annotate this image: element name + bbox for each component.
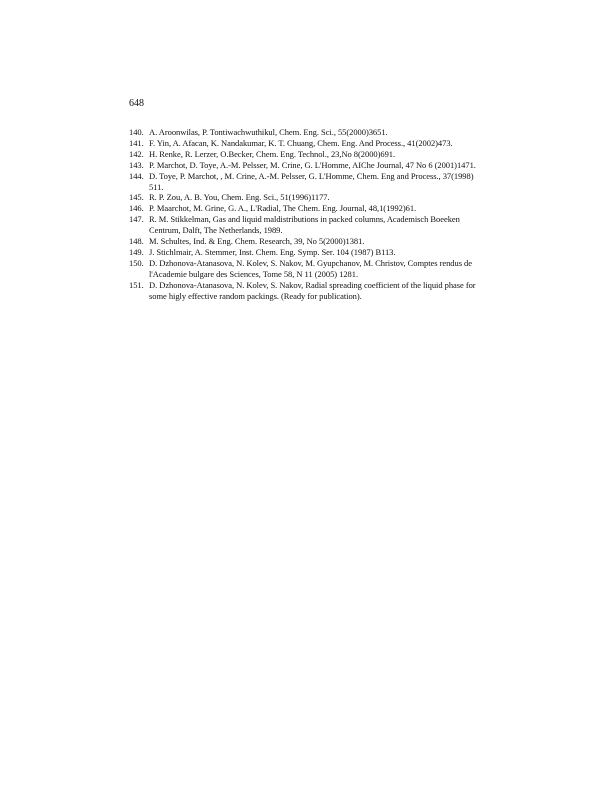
reference-item (129, 214, 489, 236)
reference-text: F. Yin, A. Afacan, K. Nandakumar, K. T. Chuang, Chem. Eng. And Process., 41(2002)473. (149, 137, 453, 148)
reference-item (129, 203, 489, 214)
reference-number: 140. (129, 127, 144, 137)
reference-item (129, 160, 489, 171)
reference-text: P. Marchot, D. Toye, A.-M. Pelsser, M. Crine, G. L'Homme, AIChe Journal, 47 No 6 (2001)1471. (149, 159, 476, 170)
reference-text: D. Dzhonova-Atanasova, N. Kolev, S. Nakov, M. Gyupchanov, M. Christov, Comptes rendus de l'Academie bulgare des Sciences, Tome 58, N 11 (2005) 1281. (149, 257, 472, 279)
reference-number: 147. (129, 214, 144, 225)
reference-text: D. Toye, P. Marchot, , M. Crine, A.-M. Pelsser, G. L'Homme, Chem. Eng and Process., 37(1998) 511. (149, 170, 474, 192)
reference-item (129, 247, 489, 258)
reference-number: 149. (129, 246, 144, 257)
reference-number: 150. (129, 257, 144, 268)
reference-item (129, 127, 489, 138)
reference-text: M. Schultes, Ind. & Eng. Chem. Research, 39, No 5(2000)1381. (149, 236, 365, 247)
reference-text: P. Maarchot, M. Grine, G. A., L'Radial, The Chem. Eng. Journal, 48,1(1992)61. (149, 203, 417, 214)
reference-item (129, 192, 489, 203)
reference-list (129, 127, 489, 302)
reference-number: 146. (129, 203, 144, 214)
reference-item (129, 149, 489, 160)
reference-item (129, 138, 489, 149)
reference-text: J. Stichlmair, A. Stemmer, Inst. Chem. Eng. Symp. Ser. 104 (1987) B113. (149, 246, 396, 257)
reference-number: 142. (129, 148, 144, 159)
reference-number: 145. (129, 192, 144, 203)
reference-number: 148. (129, 236, 144, 247)
reference-item (129, 258, 489, 280)
reference-item (129, 280, 489, 302)
reference-item (129, 236, 489, 247)
reference-text: R. P. Zou, A. B. You, Chem. Eng. Sci., 51(1996)1177. (149, 192, 330, 203)
reference-item (129, 171, 489, 193)
reference-text: A. Aroonwilas, P. Tontiwachwuthikul, Chem. Eng. Sci., 55(2000)3651. (149, 127, 388, 137)
reference-text: H. Renke, R. Lerzer, O.Becker, Chem. Eng. Technol., 23,No 8(2000)691. (149, 148, 396, 159)
reference-number: 143. (129, 159, 144, 170)
reference-number: 141. (129, 137, 144, 148)
reference-text: D. Dzhonova-Atanasova, N. Kolev, S. Nakov, Radial spreading coefficient of the liquid phase for some higly effective random packings. (Ready for publication). (149, 279, 476, 301)
reference-text: R. M. Stikkelman, Gas and liquid maldistributions in packed columns, Academisch Boeeken Centrum, Dalft, The Netherlands, 1989. (149, 214, 460, 236)
page-number: 648 (129, 98, 144, 109)
reference-number: 151. (129, 279, 144, 290)
reference-number: 144. (129, 170, 144, 181)
